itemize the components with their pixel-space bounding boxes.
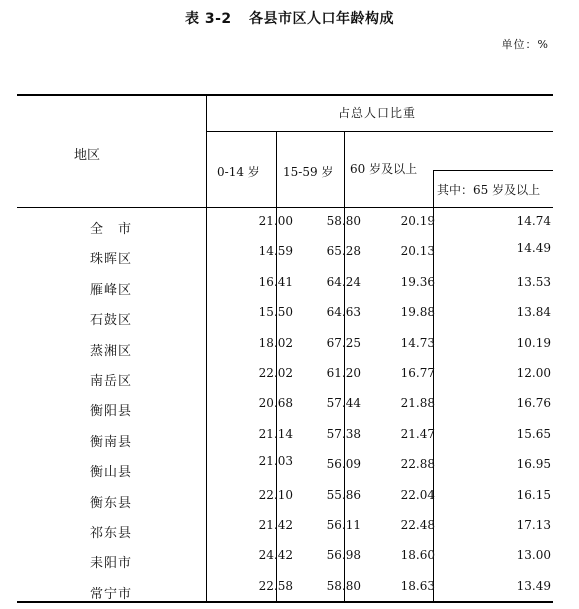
header-60-plus: 60 岁及以上 xyxy=(350,162,418,176)
table-row xyxy=(17,366,553,396)
table-row xyxy=(17,336,553,366)
sub-underline xyxy=(433,170,553,171)
value-15-59: 57.44 xyxy=(326,396,361,411)
region-cell: 衡南县 xyxy=(89,434,132,450)
value-65-plus: 16.76 xyxy=(516,396,551,411)
value-15-59: 64.24 xyxy=(326,274,361,289)
group-underline xyxy=(206,131,553,132)
table-row xyxy=(17,305,553,335)
region-cell: 衡阳县 xyxy=(89,404,132,420)
table-title xyxy=(0,8,579,28)
region-cell: 衡东县 xyxy=(89,495,132,511)
value-15-59: 56.98 xyxy=(326,548,361,563)
value-0-14: 24.42 xyxy=(258,548,293,563)
region-cell: 蒸湘区 xyxy=(89,343,132,359)
table-row xyxy=(17,427,553,457)
value-65-plus: 13.84 xyxy=(516,305,551,320)
value-60-plus: 22.04 xyxy=(400,487,435,502)
region-cell: 祁东县 xyxy=(89,526,132,541)
header-bottom-rule xyxy=(17,207,553,208)
value-0-14: 15.50 xyxy=(258,305,293,320)
value-65-plus: 13.49 xyxy=(516,578,551,593)
table-number: 表 3-2 xyxy=(184,11,232,27)
value-60-plus: 19.36 xyxy=(400,274,435,289)
unit-label: 单位：% xyxy=(501,38,549,51)
value-0-14: 14.59 xyxy=(258,244,293,259)
region-cell: 常宁市 xyxy=(89,586,132,602)
value-65-plus: 12.00 xyxy=(516,366,551,380)
value-0-14: 22.02 xyxy=(258,366,293,380)
value-15-59: 65.28 xyxy=(326,244,361,259)
table-row xyxy=(17,241,553,274)
value-15-59: 56.09 xyxy=(326,457,361,472)
header-region: 地区 xyxy=(74,148,101,163)
value-60-plus: 14.73 xyxy=(400,335,435,350)
value-60-plus: 22.88 xyxy=(400,457,435,472)
value-60-plus: 22.48 xyxy=(400,518,435,532)
region-cell: 南岳区 xyxy=(89,374,132,389)
table-row xyxy=(17,396,553,426)
value-15-59: 56.11 xyxy=(326,518,361,532)
region-cell: 全 市 xyxy=(89,222,132,237)
value-60-plus: 18.63 xyxy=(400,578,435,593)
table-row xyxy=(17,214,553,244)
value-65-plus: 17.13 xyxy=(516,518,551,532)
header-15-59: 15-59 岁 xyxy=(283,165,334,179)
region-cell: 珠晖区 xyxy=(89,252,132,268)
value-15-59: 58.80 xyxy=(326,578,361,593)
value-0-14: 18.02 xyxy=(258,335,293,350)
value-0-14: 22.10 xyxy=(258,487,293,502)
value-15-59: 67.25 xyxy=(326,335,361,350)
value-60-plus: 20.19 xyxy=(400,214,435,228)
region-cell: 石鼓区 xyxy=(89,313,132,329)
value-0-14: 16.41 xyxy=(258,274,293,289)
table-row xyxy=(17,579,553,609)
value-15-59: 61.20 xyxy=(326,366,361,380)
value-0-14: 21.42 xyxy=(258,518,293,532)
value-15-59: 55.86 xyxy=(326,487,361,502)
table-row xyxy=(17,548,553,578)
table-row xyxy=(17,275,553,305)
header-65-plus: 其中：65 岁及以上 xyxy=(437,183,541,197)
value-15-59: 58.80 xyxy=(326,214,361,228)
region-cell: 衡山县 xyxy=(89,465,132,481)
header-group: 占总人口比重 xyxy=(338,106,417,120)
header-0-14: 0-14 岁 xyxy=(217,165,260,179)
value-0-14: 21.00 xyxy=(258,214,293,228)
value-0-14: 21.14 xyxy=(258,426,293,441)
value-60-plus: 21.88 xyxy=(400,396,435,411)
value-0-14: 20.68 xyxy=(258,396,293,411)
value-65-plus: 14.74 xyxy=(516,214,551,228)
value-65-plus: 16.15 xyxy=(516,487,551,502)
table-row xyxy=(17,488,553,518)
value-0-14: 22.58 xyxy=(258,578,293,593)
table-row xyxy=(17,518,553,548)
top-rule xyxy=(17,94,553,96)
value-60-plus: 21.47 xyxy=(400,426,435,441)
value-15-59: 64.63 xyxy=(326,305,361,320)
table-row xyxy=(17,454,553,487)
value-0-14: 21.03 xyxy=(258,454,293,469)
table-title-text: 各县市区人口年龄构成 xyxy=(249,11,395,27)
value-60-plus: 19.88 xyxy=(400,305,435,320)
value-65-plus: 13.53 xyxy=(516,274,551,289)
value-65-plus: 13.00 xyxy=(516,548,551,563)
region-cell: 雁峰区 xyxy=(89,282,132,298)
value-60-plus: 18.60 xyxy=(400,548,435,563)
value-15-59: 57.38 xyxy=(326,426,361,441)
region-cell: 耒阳市 xyxy=(89,556,132,572)
value-65-plus: 16.95 xyxy=(516,457,551,472)
value-60-plus: 16.77 xyxy=(400,366,435,380)
value-65-plus: 14.49 xyxy=(516,241,551,256)
value-60-plus: 20.13 xyxy=(400,244,435,259)
value-65-plus: 15.65 xyxy=(516,426,551,441)
value-65-plus: 10.19 xyxy=(516,335,551,350)
